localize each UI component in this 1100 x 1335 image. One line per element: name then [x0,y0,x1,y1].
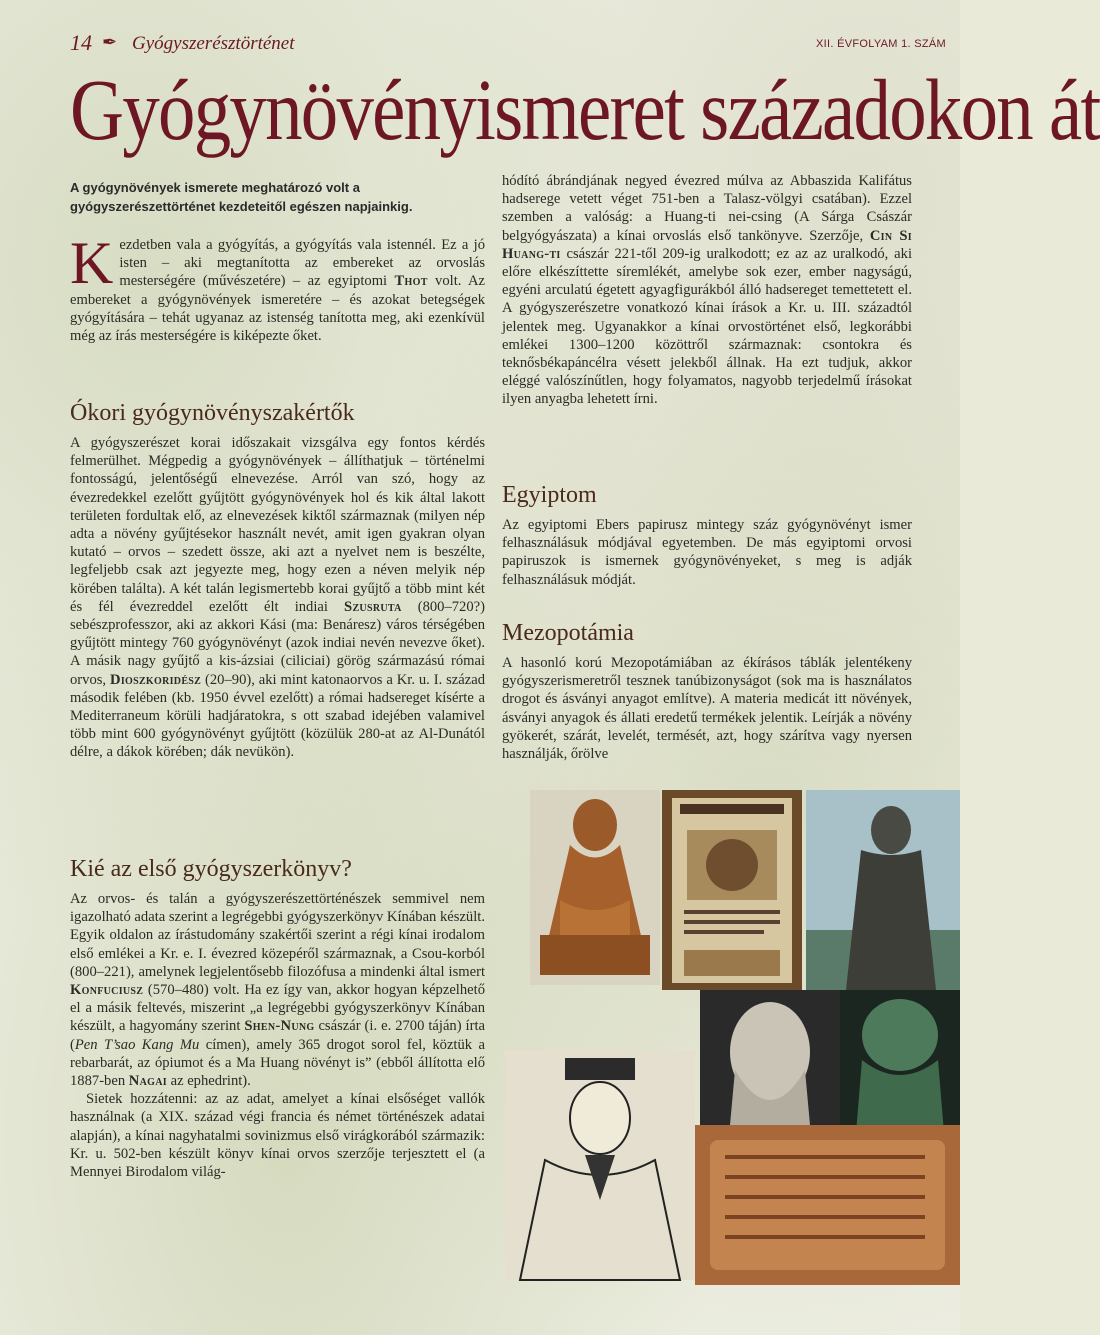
article-title: Gyógynövényismeret századokon át [70,61,1100,158]
okori-body [70,434,485,762]
baboon-statue-image [840,990,960,1145]
left-column-intro [70,178,485,345]
intro-text-1: ezdetben vala a gyógyítás, a gyógyítás vala istennél. Ez a jó isten – aki megtanította az embereket az orvoslás mesterségére (művészetére) – az egyiptomi [119,237,485,290]
egyiptom-paragraph: Az egyiptomi Ebers papirusz mintegy száz gyógynövényt ismer felhasználásuk módjával egyetemben. De más egyiptomi orvosi papiruszok is ismernek gyógynövényeket, s meg is adják felhasználásuk módját. [502,517,912,588]
homer-bust-image [700,990,840,1125]
heading-kie: Kié az első gyógyszerkönyv? [70,856,352,882]
okori-text-1: A gyógyszerészet korai időszakait vizsgálva egy fontos kérdés felmerülhet. Mégpedig a gyógynövények – állíthatjuk – történelmi fontosságú, jelentőségű elnevezése. Arról van szó, hogy az évezredekkel ezelőtt gyűjtött gyógynövények hol és kik által lakott területen fordultak elő, az elnevezések kiktől származnak (milyen nép adta a növény gyűjtésekor használt nevét, amit igen gyakran olyan kutató – orvos – szedett össze, aki azt a nyelvet nem is beszélte, legfeljebb csak azt jegyezte meg, hogy ezen a néven melyik nép körében találta). A két talán legismertebb korai gyűjtő a több mint két és fél évezreddel ezelőtt élt indiai [70,435,485,615]
feather-icon: ✒ [102,32,118,52]
heading-okori: Ókori gyógynövényszakértők [70,400,355,426]
intro-paragraph [70,230,485,345]
kie-text-2: (570–480) volt. Ha ez így van, akkor hogyan képzelhető el a másik feltevés, miszerint „a legrégebbi gyógyszerkönyv Kínában készült, a hagyomány szerint [70,982,485,1035]
name-konfuciusz: Konfuciusz [70,982,144,999]
kie-paragraph-2: Sietek hozzátenni: az az adat, amelyet a kínai elsőséget vallók használnak (a XIX. század végi francia és német történészek adatai alapján), a kínai nagyhatalmi sovinizmus első virágkorából származik: Kr. u. 502-ben készült könyv kínai orvos szerzője terjesztett el (a Mennyei Birodalom világ- [70,1091,485,1181]
old-book-title-page-image [662,790,802,990]
right-text-1: hódító ábrándjának negyed évezred múlva az Abbaszida Kalifátus hadserege vetett véget 751-ben a Talasz-völgyi csatában). Ezzel szemben a valóság: a Huang-ti nei-csing (A Sárga Császár belgyógyászata) a kínai orvoslás első tankönyve. Szerzője, [502,173,912,244]
book-title: Pen T’sao Kang Mu [74,1036,200,1053]
okori-paragraph [70,434,485,762]
mezopotamia-paragraph: A hasonló korú Mezopotámiában az ékírásos táblák jelentékeny gyógyszerismeretről tesznek tanúbizonyságot (sok ma is használatos drogot és ásványi anyagot említve). A materia medicát itt növények, ásványi anyagok és állati eredetű termékek jelentik. Leírják a növény gyökerét, szárát, levelét, termését, azt, hogy szárítva vagy nyersen használják, őrölve [502,655,912,763]
kie-text-5: az ephedrint). [166,1073,251,1090]
lead-paragraph: A gyógynövények ismerete meghatározó volt a gyógyszerészettörténet kezdeteitől egészen napjainkig. [70,180,413,214]
issue-label: XII. ÉVFOLYAM 1. SZÁM [816,38,946,50]
right-text-2: császár 221-től 209-ig uralkodott; ez az az uralkodó, aki előre elkészíttette síremlékét, amelybe sok ezer, ember nagyságú, egyéni arculatú égetett agyagfigurákból álló hadsereget temettetett el. A gyógyszerészetre vonatkozó kínai írások a Kr. u. III. századtól jelentek meg. Ugyanakkor a kínai orvostörténet első, legkorábbi emlékei 1300–1200 közöttről származnak: csontokra és teknősbékapáncélra vésett jelekből állnak. Ha ezt tudjuk, akkor eléggé valószínűtlen, hogy folyamatos, nagyobb terjedelmű írásokat ilyen anyagba lehetett írni. [502,245,912,408]
egyiptom-body [502,516,912,589]
kie-text-3: császár (i. e. 2700 táján) írta ( [70,1018,485,1053]
right-column-intro [502,172,912,409]
kie-text-1: Az orvos- és talán a gyógyszerészettörténészek semmivel nem igazolható adata szerint a legrégebbi gyógyszerkönyv Kínában készült. Egyik oldalon az írástudomány szakértői szerint a régi kínai irodalom első emlékei a Kr. e. I. évezred közepéről származnak, a Csou-korból (800–221), amelynek legjelentősebb filozófusa a mindenki által ismert [70,891,485,980]
kie-body [70,890,485,1181]
heading-mezopotamia: Mezopotámia [502,620,634,646]
section-name: Gyógyszerésztörténet [132,33,295,54]
kie-paragraph-1 [70,890,485,1090]
okori-text-2: (800–720?) sebészprofesszor, aki az akkori Kási (ma: Benáresz) város térségében gyűjtött mintegy 760 gyógynövényt (azok indiai nevén nevezve őket). A másik nagy gyűjtő a kis-ázsiai (ciliciai) görög származású római orvos, [70,598,485,688]
heading-egyiptom: Egyiptom [502,482,597,508]
mezopotamia-body [502,654,912,763]
intro-text-2: volt. Az embereket a gyógynövények ismeretére – és azokat betegségek gyógyítására – tehát ugyanaz az istenség tanította meg, aki ezenkívül még az írás mesterségére is kiképezte őket. [70,273,485,345]
dropcap: K [70,230,114,296]
kie-text-4: címen), amely 365 drogot sorol fel, köztük a rebarbarát, az ópiumot és a Ma Huang növényt is” (ebből állította elő 1887-ben [70,1036,485,1090]
cuneiform-tablet-image [695,1125,960,1285]
chinese-emperor-drawing-image [505,1050,695,1280]
name-dioszkorides: Dioszkoridész [109,671,202,688]
name-nagai: Nagai [128,1073,167,1090]
page-header [70,30,960,60]
page-number: 14 [70,30,92,55]
okori-text-3: (20–90), aki mint katonaorvos a Kr. u. I. század második felében (kb. 1950 évvel ezelőtt) a római hadsereget kísérte a Mediterraneum körüli hadjáratokra, s ott szabad idejében valamivel több mint 600 gyógynövényt gyűjtött (közülük 280-at az Al-Dunától délre, a dákok körében; dák nevükön). [70,671,485,761]
name-shen-nung: Shen-Nung [244,1018,315,1035]
seated-sage-statue-image [530,790,660,985]
confucius-statue-image [806,790,960,990]
name-szusruta: Szusruta [344,598,402,615]
name-cin-si-huang-ti: Cin Si Huang-ti [502,227,913,262]
name-thot: Thot [394,273,428,290]
right-intro-paragraph [502,172,912,409]
